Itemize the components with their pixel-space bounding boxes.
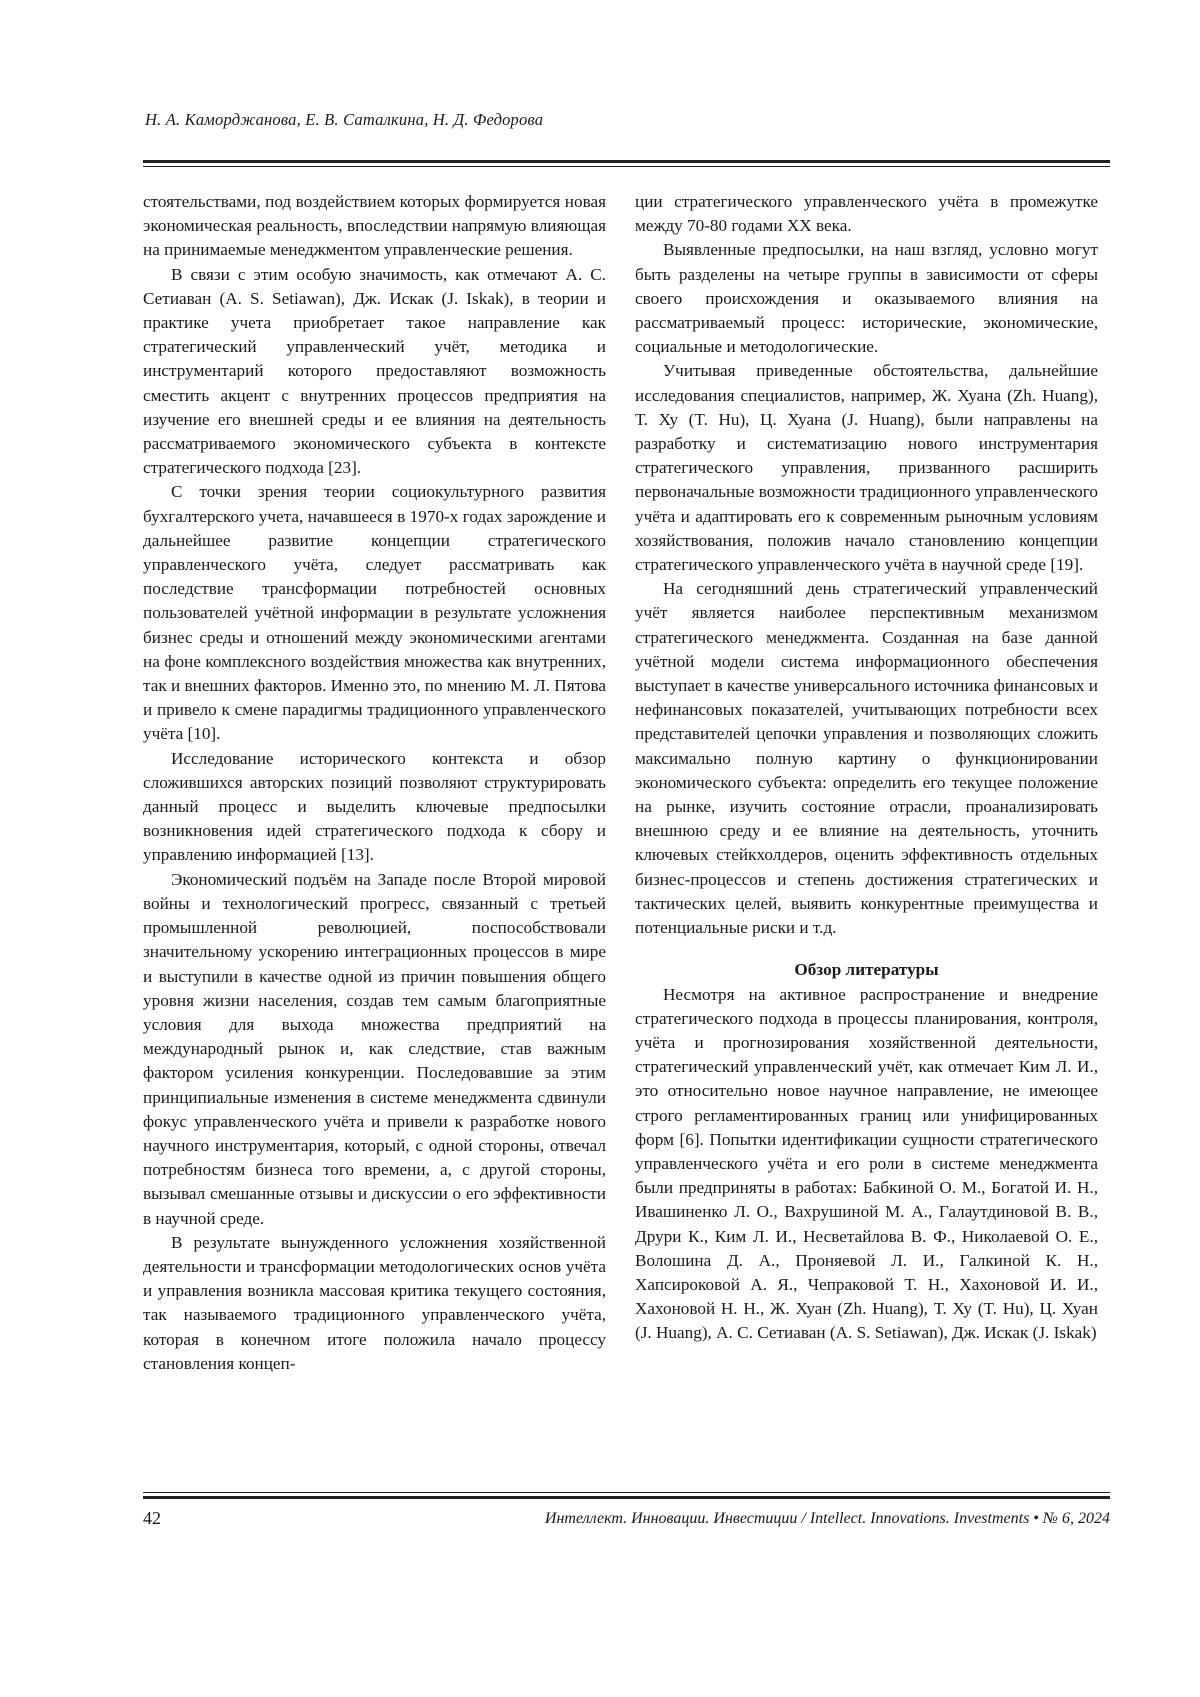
- paragraph: Экономический подъём на Западе после Второй мировой войны и технологический прогресс, связанный с третьей промышленной революцией, поспособствовали значительному ускорению интеграционных процессов в мире и выступили в качестве одной из причин повышения общего уровня жизни населения, создав тем самым благоприятные условия для выхода множества предприятий на международный рынок и, как следствие, став важным фактором усиления конкуренции. Последовавшие за этим принципиальные изменения в системе менеджмента сдвинули фокус управленческого учёта и привели к разработке нового научного инструментария, который, с одной стороны, отвечал потребностям бизнеса того времени, а, с другой стороны, вызывал смешанные отзывы и дискуссии о его эффективности в научной среде.: [143, 869, 606, 1228]
- running-head-authors: Н. А. Каморджанова, Е. В. Саталкина, Н. Д. Федорова: [145, 110, 544, 129]
- footer-rule-thick: [143, 1496, 1110, 1499]
- section-heading: Обзор литературы: [794, 960, 939, 980]
- paragraph: ции стратегического управленческого учёта в промежутке между 70-80 годами XX века.: [635, 192, 1098, 236]
- paragraph: Учитывая приведенные обстоятельства, дальнейшие исследования специалистов, например, Ж. Хуана (Zh. Huang), Т. Ху (T. Hu), Ц. Хуана (J. Huang), были направлены на разработку и систематизацию нового инструментария стратегического управления, призванного расширить первоначальные возможности традиционного управленческого учёта и адаптировать его к современным рыночным условиям хозяйствования, положив начало становлению концепции стратегического управленческого учёта в научной среде [19].: [635, 361, 1098, 575]
- paragraph: На сегодняшний день стратегический управленческий учёт является наиболее перспективным механизмом стратегического менеджмента. Созданная на базе данной учётной модели система информационного обеспечения выступает в качестве универсального источника финансовых и нефинансовых показателей, учитывающих потребности всех представителей цепочки управления и позволяющих сложить максимально полную картину о функционировании экономического субъекта: определить его текущее положение на рынке, изучить состояние отрасли, проанализировать внешнюю среду и ее влияние на деятельность, уточнить ключевых стейкхолдеров, оценить эффективность отдельных бизнес-процессов и степень достижения стратегических и тактических целей, выявить конкурентные преимущества и потенциальные риски и т.д.: [635, 579, 1098, 938]
- page-number: 42: [143, 1508, 161, 1528]
- paragraph: стоятельствами, под воздействием которых формируется новая экономическая реальность, впоследствии напрямую влияющая на принимаемые менеджментом управленческие решения.: [143, 192, 606, 260]
- paragraph: В связи с этим особую значимость, как отмечают А. С. Сетиаван (A. S. Setiawan), Дж. Искак (J. Iskak), в теории и практике учета приобретает такое направление как стратегический управленческий учёт, методика и инструментарий которого предоставляют возможность сместить акцент с внутренних процессов предприятия на изучение его внешней среды и ее влияния на деятельность рассматриваемого экономического субъекта в контексте стратегического подхода [23].: [143, 264, 606, 478]
- header-rule-thick: [143, 160, 1110, 163]
- footer-rule-thin: [143, 1492, 1110, 1493]
- left-column: [143, 190, 606, 1376]
- paragraph: В результате вынужденного усложнения хозяйственной деятельности и трансформации методологических основ учёта и управления возникла массовая критика текущего состояния, так называемого традиционного управленческого учёта, которая в конечном итоге положила начало процессу становления концеп-: [143, 1232, 606, 1373]
- right-column: [635, 190, 1098, 1346]
- paragraph: Выявленные предпосылки, на наш взгляд, условно могут быть разделены на четыре группы в зависимости от сферы своего происхождения и оказываемого влияния на рассматриваемый процесс: исторические, экономические, социальные и методологические.: [635, 240, 1098, 357]
- header-rule-thin: [143, 166, 1110, 167]
- paragraph: Несмотря на активное распространение и внедрение стратегического подхода в процессы планирования, контроля, учёта и прогнозирования хозяйственной деятельности, стратегический управленческий учёт, как отмечает Ким Л. И., это относительно новое научное направление, не имеющее строго регламентированных границ или унифицированных форм [6]. Попытки идентификации сущности стратегического управленческого учёта и его роли в системе менеджмента были предприняты в работах: Бабкиной О. М., Богатой И. Н., Ивашиненко Л. О., Вахрушиной М. А., Галаутдиновой В. В., Друри К., Ким Л. И., Несветайлова В. Ф., Николаевой О. Е., Волошина Д. А., Проняевой Л. И., Галкиной К. Н., Хапсироковой А. Я., Чепраковой Т. Н., Хахоновой И. И., Хахоновой Н. Н., Ж. Хуан (Zh. Huang), Т. Ху (T. Hu), Ц. Хуан (J. Huang), А. С. Сетиаван (A. S. Setiawan), Дж. Искак (J. Iskak): [635, 984, 1098, 1343]
- paragraph: Исследование исторического контекста и обзор сложившихся авторских позиций позволяют структурировать данный процесс и выделить ключевые предпосылки возникновения идей стратегического подхода к сбору и управлению информацией [13].: [143, 748, 606, 865]
- journal-title: Интеллект. Инновации. Инвестиции / Intellect. Innovations. Investments • № 6, 2024: [544, 1510, 1110, 1527]
- paragraph: С точки зрения теории социокультурного развития бухгалтерского учета, начавшееся в 1970-х годах зарождение и дальнейшее развитие концепции стратегического управленческого учёта, следует рассматривать как последствие трансформации потребностей основных пользователей учётной информации в результате усложнения бизнес среды и отношений между экономическими агентами на фоне комплексного воздействия множества как внутренних, так и внешних факторов. Именно это, по мнению М. Л. Пятова и привело к смене парадигмы традиционного управленческого учёта [10].: [143, 482, 606, 744]
